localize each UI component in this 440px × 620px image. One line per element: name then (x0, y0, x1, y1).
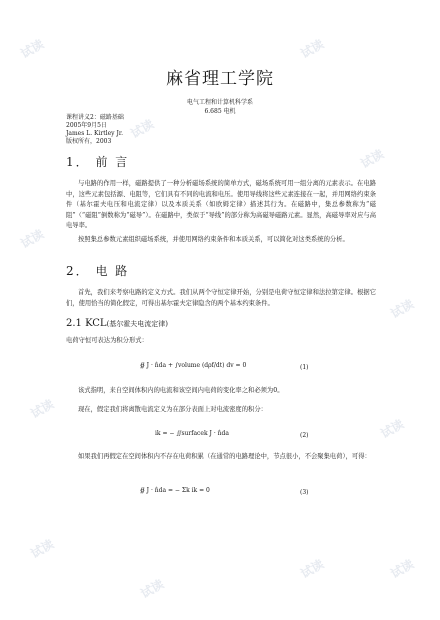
department-line: 电气工程和计算机科学系 (186, 99, 253, 106)
equation-3: ∯ J · n̂da = − Σk ik = 0 (140, 487, 210, 494)
equation-1-number: (1) (300, 364, 309, 371)
kcl-paragraph-1: 电荷守恒可表达为积分形式： (66, 337, 148, 344)
intro-paragraph-1: 与电路的作用一样，磁路提供了一种分析磁场系统的简单方式，磁场系统可用一组分离的元素表示。在电路中，这些元素包括源、电阻等，它们具有不同的电流和电压。使用导线将这些元素连接在一起，并用网络约束条件（基尔霍夫电压和电流定律）以及本质关系（如欧姆定律）描述其行为。在磁路中，集总参数称为“磁阻”（“磁阻”倒数称为“磁导”）。在磁路中，类似于“导线”的部分称为高磁导磁路元素。显然，高磁导率对应与高电导率。 (66, 180, 376, 229)
section-1-heading: 1． 前 言 (66, 155, 130, 169)
watermark-text: 试读 (378, 416, 407, 441)
kcl-paragraph-4: 如果我们再假定在空间体积内不存在电荷积累（在通常的电路理论中，节点很小，不会聚集电荷），可得： (78, 453, 371, 460)
lecture-title: 课程讲义2：磁路基础 (66, 114, 124, 121)
equation-2: ik = − ∬surfacek J · n̂da (155, 430, 229, 437)
kcl-paragraph-3: 现在，假定我们将离散电流定义为在部分表面上对电流密度的积分： (78, 406, 267, 413)
watermark-text: 试读 (298, 556, 327, 581)
equation-3-number: (3) (300, 489, 309, 496)
course-line: 6.685 电机 (204, 108, 236, 115)
watermark-text: 试读 (18, 36, 47, 61)
equation-2-number: (2) (300, 432, 309, 439)
watermark-text: 试读 (298, 36, 327, 61)
watermark-text: 试读 (28, 536, 57, 561)
watermark-text: 试读 (138, 576, 167, 601)
watermark-text: 试读 (18, 226, 47, 251)
equation-1: ∯ J · n̂da + ∫volume (dρf/dt) dv = 0 (140, 362, 247, 369)
watermark-text: 试读 (388, 556, 417, 581)
kcl-heading-sub: (基尔霍夫电流定律) (106, 320, 169, 328)
subsection-kcl-heading (66, 318, 168, 329)
circuit-paragraph: 首先，我们来考察电路的定义方式。我们从两个守恒定律开始，分别是电荷守恒定律和法拉第定律。根据它们，使用恰当的简化假定，可得出基尔霍夫定律隐含的两个基本约束条件。 (66, 289, 376, 307)
watermark-text: 试读 (128, 116, 157, 141)
author: James L. Kirtley Jr. (66, 130, 123, 137)
watermark-text: 试读 (388, 296, 417, 321)
copyright: 版权所有，2003 (66, 138, 112, 145)
section-2-heading: 2． 电 路 (66, 264, 130, 278)
intro-paragraph-2: 按照集总参数元素组织磁场系统，并使用网络约束条件和本质关系，可以简化对这类系统的分析。 (78, 236, 349, 243)
page-title: 麻省理工学院 (166, 69, 274, 89)
date: 2005年9月5日 (66, 122, 107, 129)
kcl-paragraph-2: 该式指明，来自空间体积内的电流和该空间内电荷的变化率之和必须为0。 (78, 387, 284, 394)
kcl-heading-main: 2.1 KCL (66, 318, 107, 329)
watermark-text: 试读 (358, 146, 387, 171)
watermark-text: 试读 (28, 396, 57, 421)
